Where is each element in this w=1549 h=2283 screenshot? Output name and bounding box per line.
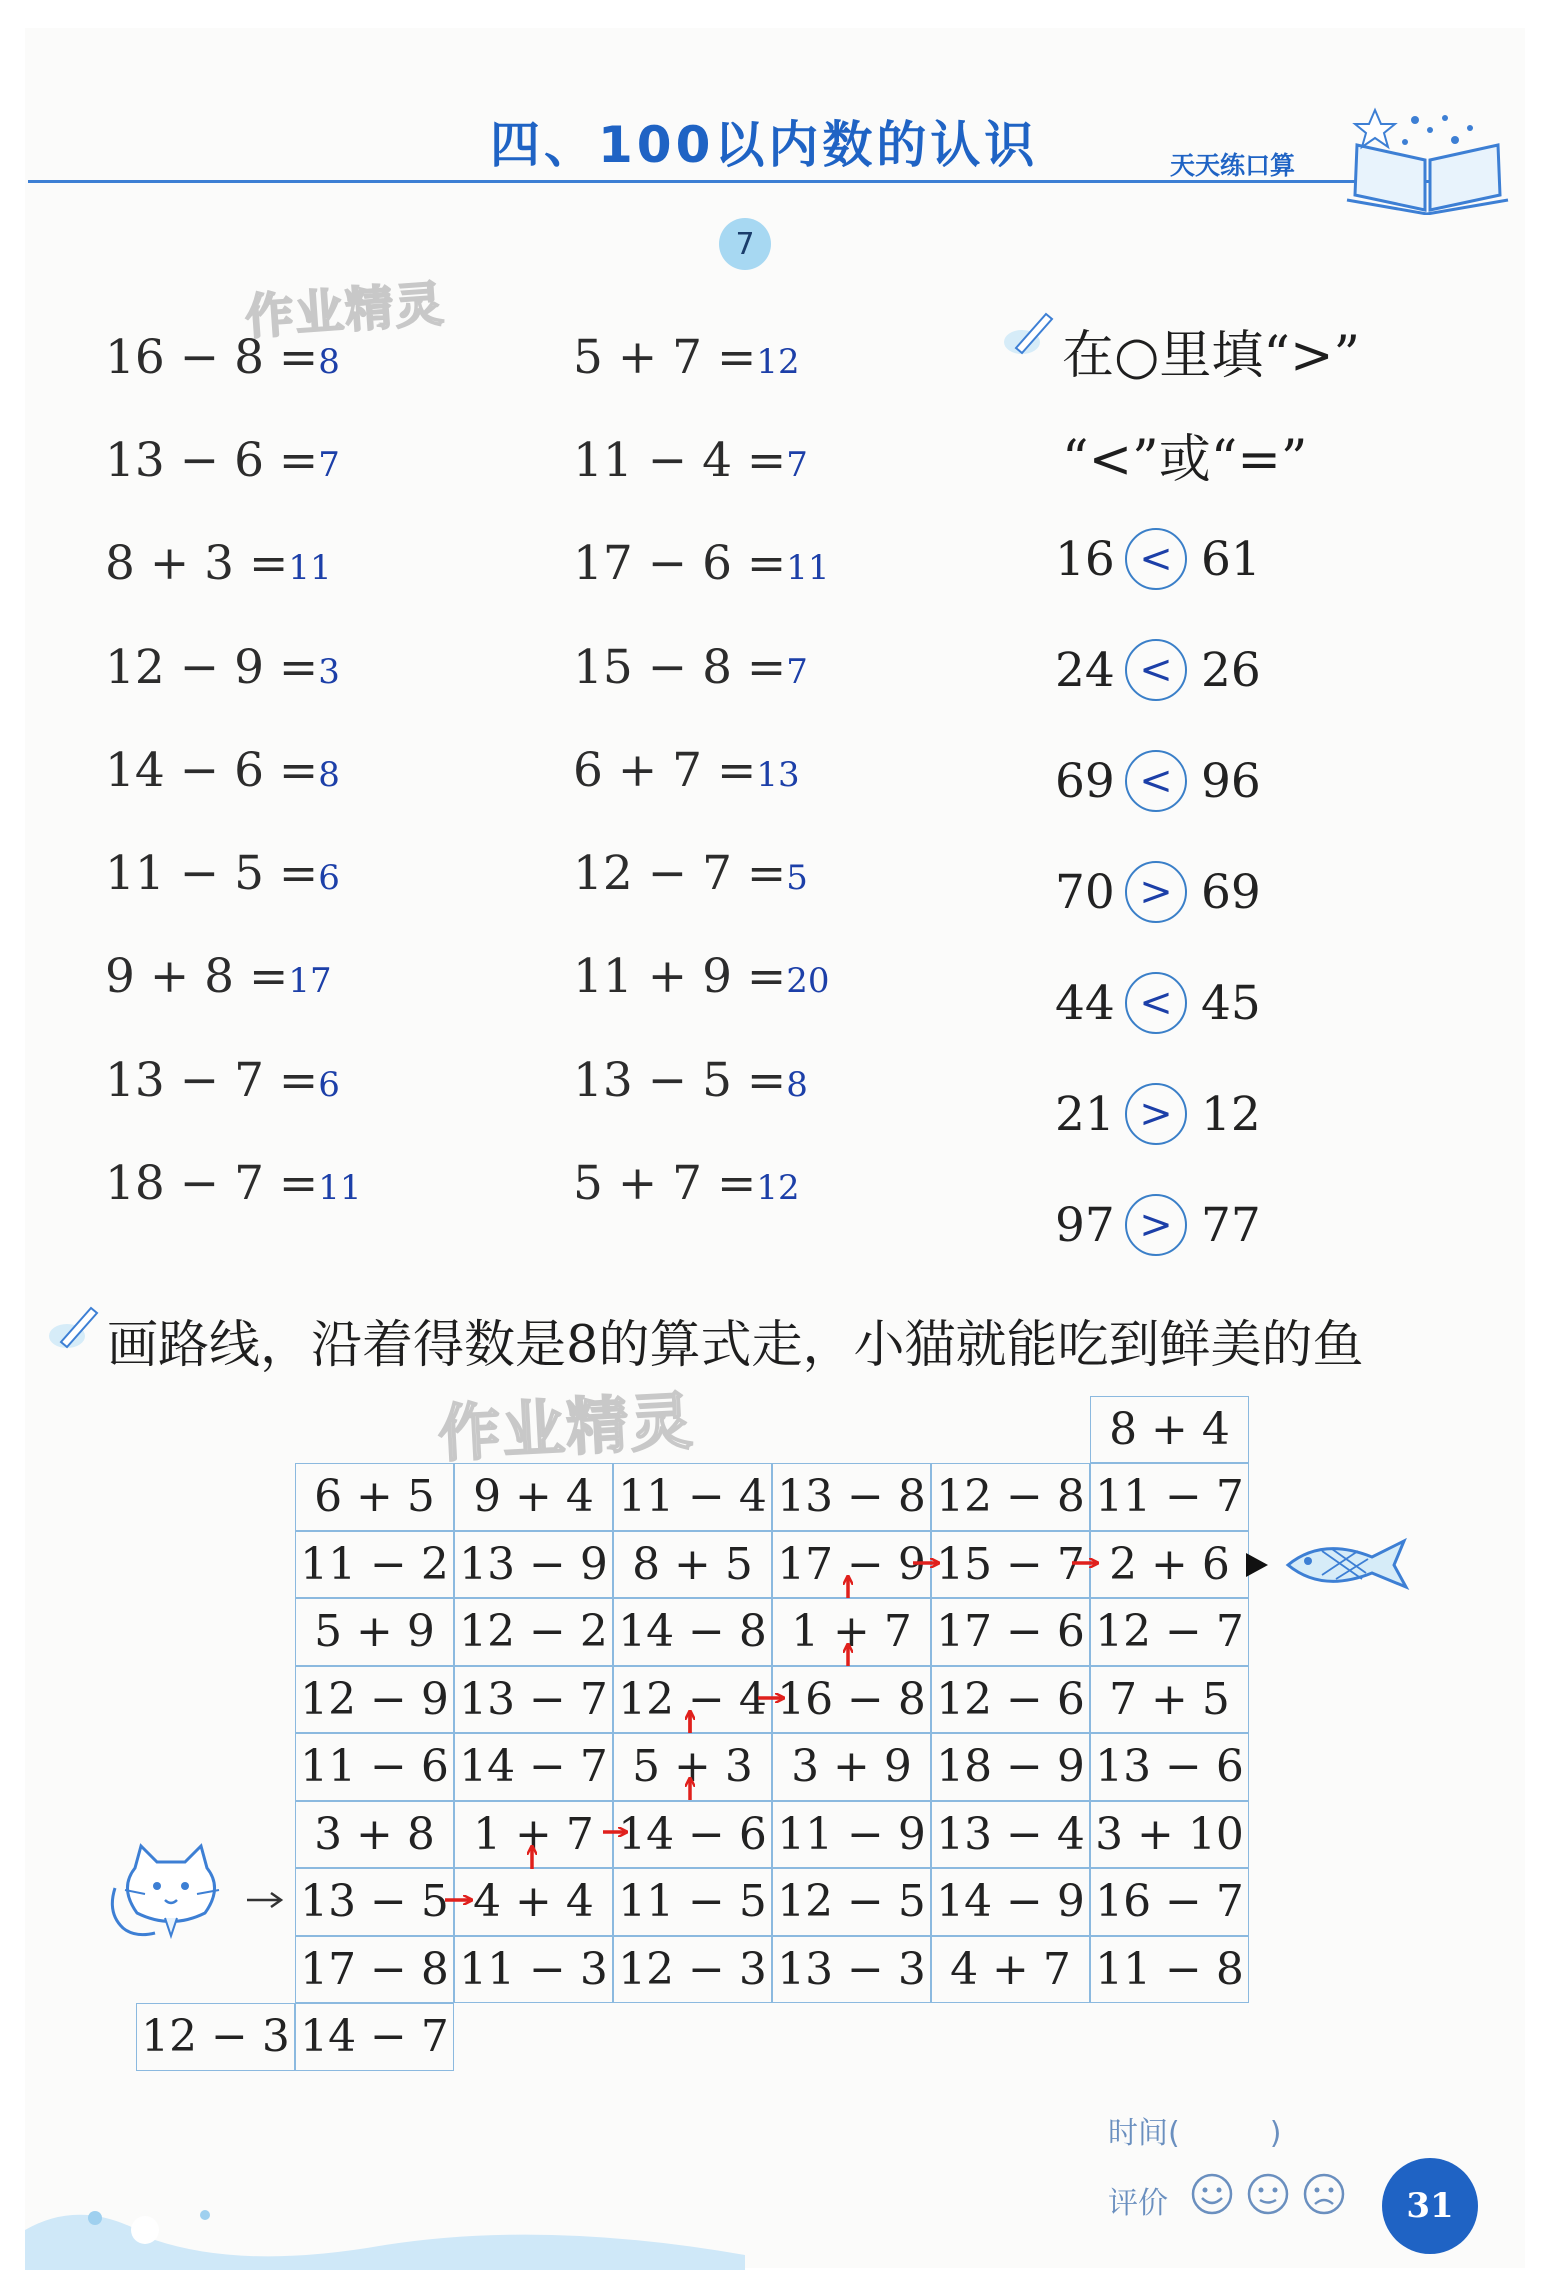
equation-expression: 14 − 6 =	[105, 743, 319, 798]
equation-expression: 13 − 5 =	[573, 1053, 787, 1108]
smile-face-icon[interactable]	[1246, 2172, 1290, 2216]
maze-cell[interactable]: 16 − 8	[772, 1666, 931, 1734]
start-arrow-icon	[245, 1890, 285, 1910]
compare-sign-circle[interactable]: <	[1125, 639, 1187, 701]
time-label: 时间( )	[1108, 2116, 1282, 2151]
maze-cell[interactable]: 13 − 9	[454, 1531, 613, 1599]
compare-left-number: 70	[1055, 864, 1115, 920]
watermark: 作业精灵	[436, 1384, 697, 1471]
equation-answer[interactable]: 12	[756, 342, 800, 382]
compare-right-number: 96	[1201, 753, 1261, 809]
equation-row	[573, 433, 808, 488]
equation-answer[interactable]: 7	[786, 445, 808, 485]
maze-cell[interactable]: 13 − 4	[931, 1801, 1090, 1869]
equation-expression: 9 + 8 =	[105, 949, 289, 1004]
equation-answer[interactable]: 11	[786, 548, 830, 588]
equation-answer[interactable]: 20	[786, 961, 830, 1001]
compare-right-number: 12	[1201, 1086, 1261, 1142]
equation-expression: 13 − 6 =	[105, 433, 319, 488]
maze-cell[interactable]: 8 + 5	[613, 1531, 772, 1599]
pencil-icon	[45, 1302, 101, 1354]
rating-label: 评价	[1108, 2186, 1168, 2221]
equation-row	[105, 949, 332, 1004]
cat-icon	[105, 1838, 240, 1948]
equation-expression: 15 − 8 =	[573, 640, 787, 695]
maze-cell[interactable]: 1 + 7	[772, 1598, 931, 1666]
compare-right-number: 69	[1201, 864, 1261, 920]
maze-cell[interactable]: 14 − 8	[613, 1598, 772, 1666]
open-book-icon	[1345, 100, 1510, 215]
happy-face-icon[interactable]	[1190, 2172, 1234, 2216]
maze-cell[interactable]: 8 + 4	[1090, 1396, 1249, 1464]
compare-right-number: 26	[1201, 642, 1261, 698]
maze-cell[interactable]: 12 − 3	[613, 1936, 772, 2004]
equation-row	[573, 846, 808, 901]
maze-cell[interactable]: 3 + 8	[295, 1801, 454, 1869]
maze-cell[interactable]: 14 − 7	[454, 1733, 613, 1801]
maze-cell[interactable]: 12 − 8	[931, 1463, 1090, 1531]
compare-instruction-line1: 在○里填“>”	[1062, 326, 1361, 386]
compare-instruction-line2: “<”或“=”	[1062, 430, 1308, 490]
equation-expression: 12 − 9 =	[105, 640, 319, 695]
equation-row	[573, 1156, 800, 1211]
maze-cell[interactable]: 12 − 7	[1090, 1598, 1249, 1666]
unit-badge: 7	[719, 218, 771, 270]
equation-row	[105, 1156, 362, 1211]
maze-cell[interactable]: 18 − 9	[931, 1733, 1090, 1801]
equation-answer[interactable]: 11	[318, 1168, 362, 1208]
maze-cell[interactable]: 13 − 6	[1090, 1733, 1249, 1801]
maze-cell[interactable]: 4 + 4	[454, 1868, 613, 1936]
maze-cell[interactable]: 17 − 8	[295, 1936, 454, 2004]
compare-right-number: 61	[1201, 531, 1261, 587]
equation-expression: 11 + 9 =	[573, 949, 787, 1004]
compare-left-number: 24	[1055, 642, 1115, 698]
chapter-title: 四、100以内数的认识	[490, 116, 1039, 174]
equation-answer[interactable]: 8	[786, 1065, 808, 1105]
equation-answer[interactable]: 3	[318, 652, 340, 692]
equation-expression: 8 + 3 =	[105, 536, 289, 591]
maze-cell[interactable]: 6 + 5	[295, 1463, 454, 1531]
maze-cell[interactable]: 17 − 9	[772, 1531, 931, 1599]
equation-row	[573, 330, 800, 385]
equation-answer[interactable]: 8	[318, 755, 340, 795]
compare-sign-circle[interactable]: <	[1125, 750, 1187, 812]
pencil-icon	[1000, 308, 1056, 360]
equation-expression: 13 − 7 =	[105, 1053, 319, 1108]
equation-expression: 18 − 7 =	[105, 1156, 319, 1211]
maze-cell[interactable]: 12 − 4	[613, 1666, 772, 1734]
maze-cell[interactable]: 13 − 5	[295, 1868, 454, 1936]
compare-left-number: 97	[1055, 1197, 1115, 1253]
compare-left-number: 21	[1055, 1086, 1115, 1142]
fish-icon	[1282, 1535, 1410, 1593]
compare-right-number: 77	[1201, 1197, 1261, 1253]
compare-left-number: 16	[1055, 531, 1115, 587]
equation-expression: 6 + 7 =	[573, 743, 757, 798]
equation-answer[interactable]: 7	[318, 445, 340, 485]
end-arrow-icon	[1242, 1550, 1272, 1580]
footer-wave-decoration	[25, 2200, 745, 2270]
maze-cell[interactable]: 14 − 7	[295, 2003, 454, 2071]
maze-cell[interactable]: 11 − 7	[1090, 1463, 1249, 1531]
compare-sign-circle[interactable]: >	[1125, 861, 1187, 923]
compare-left-number: 69	[1055, 753, 1115, 809]
maze-cell[interactable]: 12 − 2	[454, 1598, 613, 1666]
maze-cell[interactable]: 11 − 9	[772, 1801, 931, 1869]
compare-sign-circle[interactable]: <	[1125, 528, 1187, 590]
equation-answer[interactable]: 13	[756, 755, 800, 795]
compare-left-number: 44	[1055, 975, 1115, 1031]
equation-row	[105, 536, 332, 591]
maze-cell[interactable]: 9 + 4	[454, 1463, 613, 1531]
maze-cell[interactable]: 14 − 6	[613, 1801, 772, 1869]
equation-answer[interactable]: 6	[318, 1065, 340, 1105]
maze-cell[interactable]: 2 + 6	[1090, 1531, 1249, 1599]
maze-cell[interactable]: 11 − 4	[613, 1463, 772, 1531]
equation-answer[interactable]: 17	[288, 961, 332, 1001]
maze-cell[interactable]: 5 + 3	[613, 1733, 772, 1801]
compare-row	[1055, 634, 1261, 706]
maze-cell[interactable]: 5 + 9	[295, 1598, 454, 1666]
maze-cell[interactable]: 11 − 3	[454, 1936, 613, 2004]
maze-cell[interactable]: 12 − 5	[772, 1868, 931, 1936]
maze-cell[interactable]: 12 − 9	[295, 1666, 454, 1734]
equation-expression: 17 − 6 =	[573, 536, 787, 591]
maze-cell[interactable]: 11 − 6	[295, 1733, 454, 1801]
maze-cell[interactable]: 1 + 7	[454, 1801, 613, 1869]
equation-row	[573, 949, 830, 1004]
equation-row	[105, 1053, 340, 1108]
compare-row	[1055, 1189, 1261, 1261]
compare-right-number: 45	[1201, 975, 1261, 1031]
header-subtitle: 天天练口算	[1170, 151, 1296, 180]
compare-sign-circle[interactable]: <	[1125, 972, 1187, 1034]
maze-cell[interactable]: 17 − 6	[931, 1598, 1090, 1666]
equation-row	[105, 433, 340, 488]
maze-cell[interactable]: 12 − 6	[931, 1666, 1090, 1734]
compare-row	[1055, 967, 1261, 1039]
equation-answer[interactable]: 11	[288, 548, 332, 588]
equation-expression: 5 + 7 =	[573, 330, 757, 385]
equation-expression: 16 − 8 =	[105, 330, 319, 385]
maze-cell[interactable]: 11 − 5	[613, 1868, 772, 1936]
equation-row	[573, 1053, 808, 1108]
maze-cell[interactable]: 13 − 8	[772, 1463, 931, 1531]
maze-cell[interactable]: 12 − 3	[136, 2003, 295, 2071]
compare-row	[1055, 1078, 1261, 1150]
equation-row	[105, 743, 340, 798]
watermark: 作业精灵	[243, 276, 448, 346]
maze-cell[interactable]: 11 − 8	[1090, 1936, 1249, 2004]
equation-row	[573, 536, 830, 591]
maze-cell[interactable]: 14 − 9	[931, 1868, 1090, 1936]
page-number: 31	[1382, 2158, 1478, 2254]
maze-cell[interactable]: 13 − 7	[454, 1666, 613, 1734]
equation-expression: 11 − 5 =	[105, 846, 319, 901]
equation-answer[interactable]: 6	[318, 858, 340, 898]
maze-cell[interactable]: 4 + 7	[931, 1936, 1090, 2004]
equation-row	[105, 330, 340, 385]
maze-cell[interactable]: 3 + 9	[772, 1733, 931, 1801]
equation-row	[573, 743, 800, 798]
equation-answer[interactable]: 8	[318, 342, 340, 382]
equation-expression: 5 + 7 =	[573, 1156, 757, 1211]
sad-face-icon[interactable]	[1302, 2172, 1346, 2216]
equation-row	[105, 846, 340, 901]
maze-cell[interactable]: 7 + 5	[1090, 1666, 1249, 1734]
equation-row	[105, 640, 340, 695]
equation-expression: 12 − 7 =	[573, 846, 787, 901]
compare-row	[1055, 523, 1261, 595]
maze-cell[interactable]: 13 − 3	[772, 1936, 931, 2004]
equation-answer[interactable]: 12	[756, 1168, 800, 1208]
compare-row	[1055, 856, 1261, 928]
compare-sign-circle[interactable]: >	[1125, 1194, 1187, 1256]
equation-expression: 11 − 4 =	[573, 433, 787, 488]
equation-row	[573, 640, 808, 695]
compare-row	[1055, 745, 1261, 817]
equation-answer[interactable]: 7	[786, 652, 808, 692]
maze-cell[interactable]: 3 + 10	[1090, 1801, 1249, 1869]
equation-answer[interactable]: 5	[786, 858, 808, 898]
maze-instruction: 画路线，沿着得数是8的算式走，小猫就能吃到鲜美的鱼	[107, 1316, 1364, 1375]
maze-cell[interactable]: 11 − 2	[295, 1531, 454, 1599]
compare-sign-circle[interactable]: >	[1125, 1083, 1187, 1145]
maze-cell[interactable]: 15 − 7	[931, 1531, 1090, 1599]
maze-cell[interactable]: 16 − 7	[1090, 1868, 1249, 1936]
